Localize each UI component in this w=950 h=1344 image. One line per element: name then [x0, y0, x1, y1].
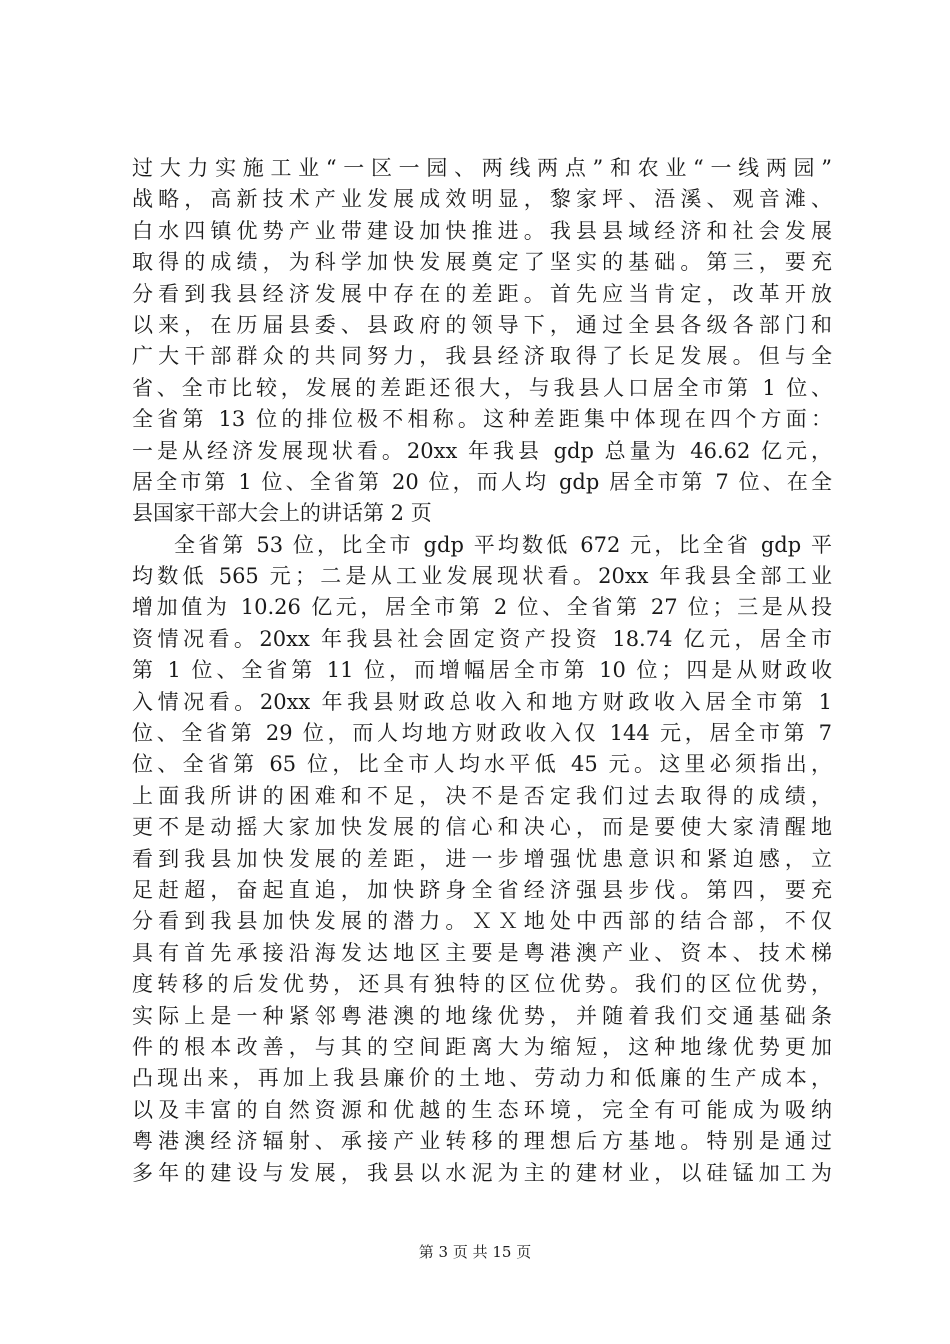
text-line: 多年的建设与发展，我县以水泥为主的建材业，以硅锰加工为 [132, 1160, 832, 1185]
text-line: 更不是动摇大家加快发展的信心和决心，而是要使大家清醒地 [132, 815, 832, 840]
text-line: 居全市第 1 位、全省第 20 位，而人均 gdp 居全市第 7 位、在全 [132, 469, 832, 494]
text-line: 广大干部群众的共同努力，我县经济取得了长足发展。但与全 [132, 344, 832, 369]
text-line: 以来，在历届县委、县政府的领导下，通过全县各级各部门和 [132, 312, 832, 337]
text-line: 看到我县加快发展的差距，进一步增强忧患意识和紧迫感，立 [132, 846, 832, 871]
text-line: 以及丰富的自然资源和优越的生态环境，完全有可能成为吸纳 [132, 1097, 832, 1122]
text-line: 实际上是一种紧邻粤港澳的地缘优势，并随着我们交通基础条 [132, 1003, 832, 1028]
text-line: 具有首先承接沿海发达地区主要是粤港澳产业、资本、技术梯 [132, 940, 832, 965]
text-line: 增加值为 10.26 亿元，居全市第 2 位、全省第 27 位；三是从投 [132, 595, 832, 620]
text-line: 入情况看。20xx 年我县财政总收入和地方财政收入居全市第 1 [132, 689, 832, 714]
text-line: 均数低 565 元；二是从工业发展现状看。20xx 年我县全部工业 [132, 564, 832, 589]
text-line: 位、全省第 29 位，而人均地方财政收入仅 144 元，居全市第 7 [132, 721, 832, 746]
text-line: 上面我所讲的困难和不足，决不是否定我们过去取得的成绩， [132, 783, 832, 808]
text-line: 件的根本改善，与其的空间距离大为缩短，这种地缘优势更加 [132, 1034, 832, 1059]
page-footer: 第 3 页 共 15 页 [418, 1243, 532, 1261]
text-line: 粤港澳经济辐射、承接产业转移的理想后方基地。特别是通过 [132, 1129, 832, 1154]
text-line: 位、全省第 65 位，比全市人均水平低 45 元。这里必须指出， [132, 752, 832, 777]
text-line: 全省第 53 位，比全市 gdp 平均数低 672 元，比全省 gdp 平 [174, 532, 832, 557]
text-line: 分看到我县经济发展中存在的差距。首先应当肯定，改革开放 [132, 281, 832, 306]
text-line: 过大力实施工业“一区一园、两线两点”和农业“一线两园” [132, 156, 832, 180]
text-line: 县国家干部大会上的讲话第 2 页 [132, 501, 432, 526]
text-line: 凸现出来，再加上我县廉价的土地、劳动力和低廉的生产成本， [132, 1066, 832, 1091]
text-line: 省、全市比较，发展的差距还很大，与我县人口居全市第 1 位、 [132, 375, 832, 400]
text-line: 白水四镇优势产业带建设加快推进。我县县域经济和社会发展 [132, 218, 832, 243]
text-line: 一是从经济发展现状看。20xx 年我县 gdp 总量为 46.62 亿元， [132, 438, 832, 463]
text-line: 战略，高新技术产业发展成效明显，黎家坪、浯溪、观音滩、 [132, 187, 832, 212]
text-line: 足赶超，奋起直追，加快跻身全省经济强县步伐。第四，要充 [132, 877, 832, 902]
text-line: 第 1 位、全省第 11 位，而增幅居全市第 10 位；四是从财政收 [132, 658, 832, 683]
text-line: 取得的成绩，为科学加快发展奠定了坚实的基础。第三，要充 [132, 250, 832, 275]
text-line: 度转移的后发优势，还具有独特的区位优势。我们的区位优势， [132, 972, 832, 997]
text-line: 资情况看。20xx 年我县社会固定资产投资 18.74 亿元，居全市 [132, 626, 832, 651]
body-text [132, 153, 832, 1189]
text-line: 分看到我县加快发展的潜力。ＸＸ地处中西部的结合部，不仅 [132, 909, 832, 934]
text-line: 全省第 13 位的排位极不相称。这种差距集中体现在四个方面： [132, 407, 832, 432]
